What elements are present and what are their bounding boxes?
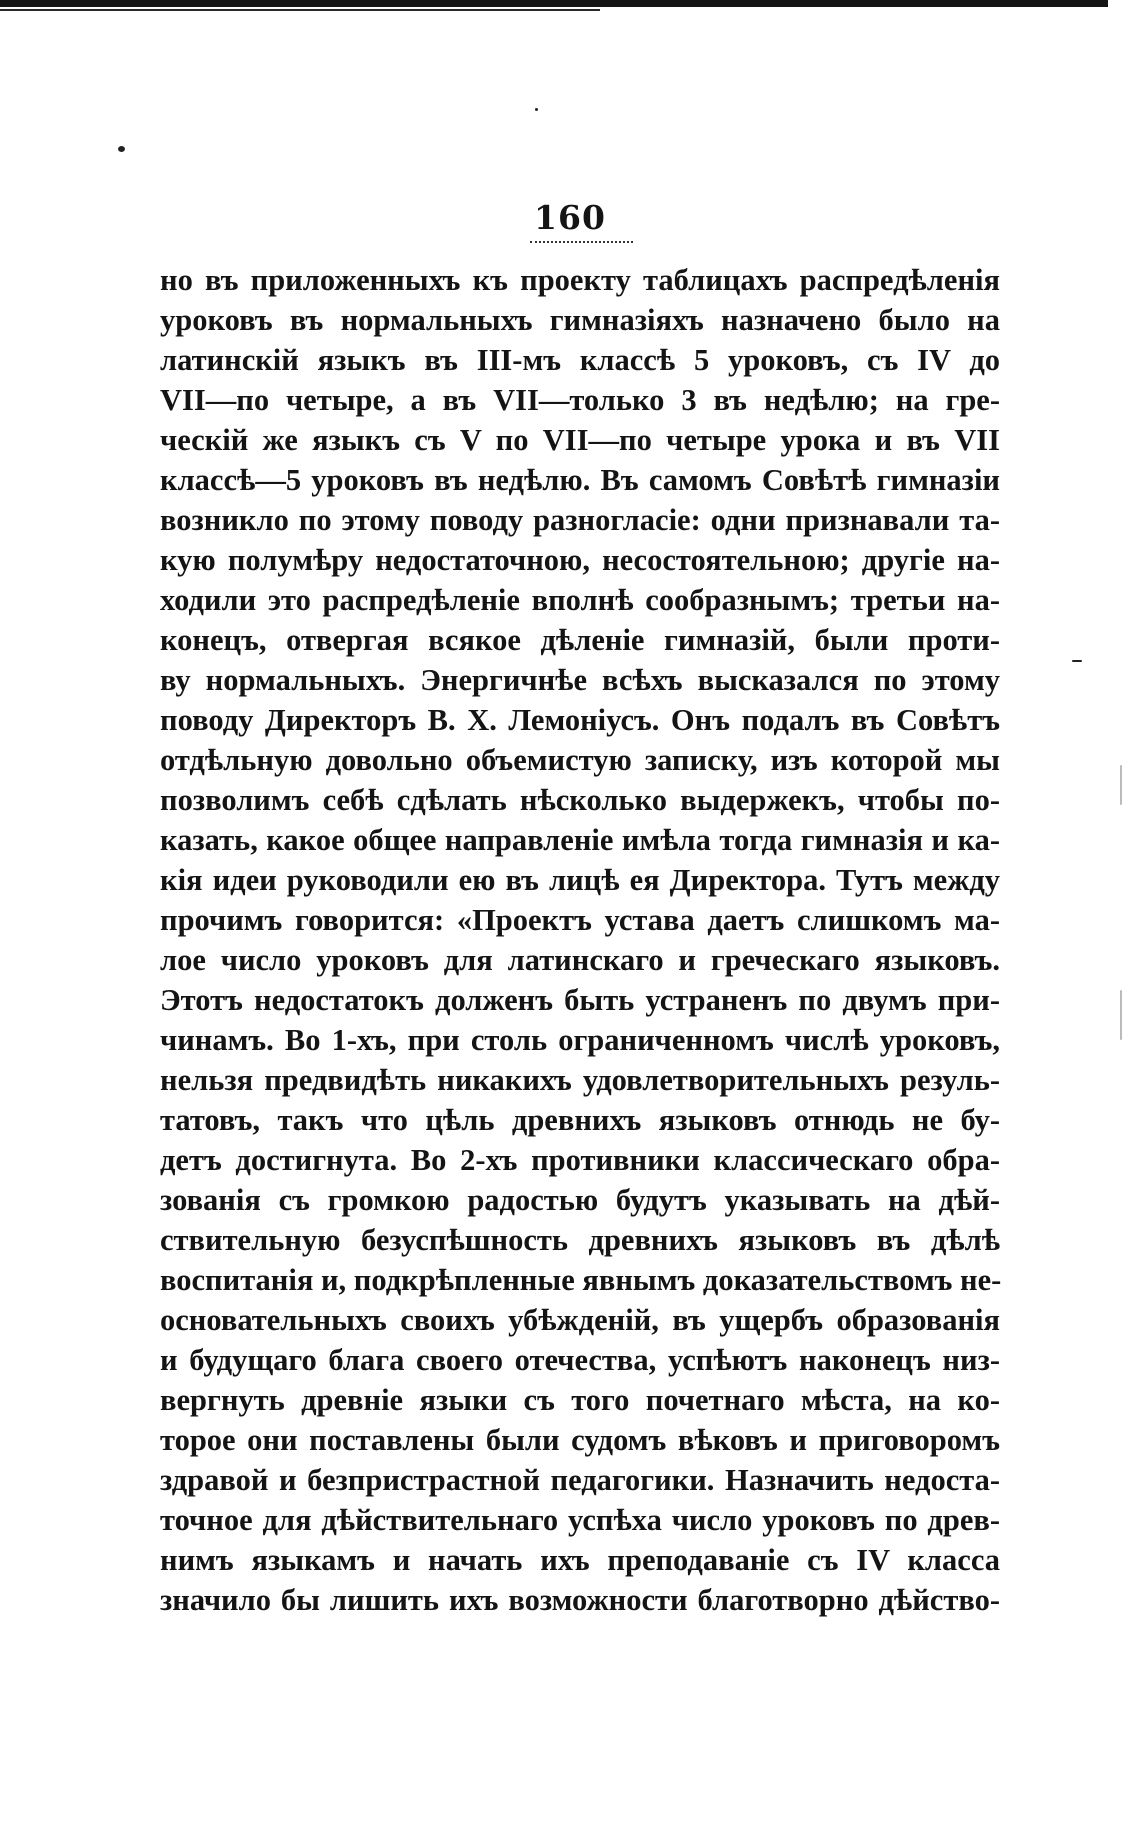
text-line: VII—по четыре, а въ VII—только 3 въ недѣлю; на гре- [160, 383, 1000, 417]
text-line: ву нормальныхъ. Энергичнѣе всѣхъ высказался по этому [160, 663, 1000, 697]
scan-speck [535, 108, 538, 111]
text-line: воспитанія и, подкрѣпленные явнымъ доказательствомъ не- [160, 1263, 1002, 1297]
scan-speck [1120, 990, 1122, 1040]
text-line: значило бы лишить ихъ возможности благотворно дѣйство- [160, 1583, 1000, 1617]
page-number-underline [530, 241, 633, 243]
scan-speck [118, 146, 125, 152]
text-line: казать, какое общее направленіе имѣла тогда гимназія и ка- [160, 823, 1000, 857]
scan-speck [1120, 765, 1122, 805]
text-line: нимъ языкамъ и начать ихъ преподаваніе съ IV класса [160, 1543, 1000, 1577]
text-line: классѣ—5 уроковъ въ недѣлю. Въ самомъ Совѣтѣ гимназіи [160, 463, 1000, 497]
text-line: нельзя предвидѣть никакихъ удовлетворительныхъ резуль- [160, 1063, 1000, 1097]
text-line: конецъ, отвергая всякое дѣленіе гимназій, были проти- [160, 623, 1000, 657]
scan-speck [1072, 660, 1082, 662]
text-line: ходили это распредѣленіе вполнѣ сообразнымъ; третьи на- [160, 583, 1000, 617]
text-line: ствительную безуспѣшность древнихъ языковъ въ дѣлѣ [160, 1223, 1000, 1257]
text-line: зованія съ громкою радостью будутъ указывать на дѣй- [160, 1183, 1000, 1217]
text-line: чинамъ. Во 1-хъ, при столь ограниченномъ числѣ уроковъ, [160, 1023, 1000, 1057]
text-line: вергнуть древніе языки съ того почетнаго мѣста, на ко- [160, 1383, 1000, 1417]
text-line: прочимъ говорится: «Проектъ устава даетъ слишкомъ ма- [160, 903, 1000, 937]
top-border-rule [0, 0, 1108, 7]
page-number: 160 [534, 198, 606, 237]
page-body-text [160, 260, 1000, 1620]
top-border-rule-thin [0, 9, 600, 11]
text-line: здравой и безпристрастной педагогики. Назначить недоста- [160, 1463, 1000, 1497]
text-line: уроковъ въ нормальныхъ гимназіяхъ назначено было на [160, 303, 1000, 337]
text-line: ческій же языкъ съ V по VII—по четыре урока и въ VII [160, 423, 1000, 457]
text-line: кую полумѣру недостаточною, несостоятельною; другіе на- [160, 543, 1000, 577]
text-line: возникло по этому поводу разногласіе: одни признавали та- [160, 503, 1000, 537]
text-line: лое число уроковъ для латинскаго и греческаго языковъ. [160, 943, 1000, 977]
text-line: детъ достигнута. Во 2-хъ противники классическаго обра- [160, 1143, 1000, 1177]
text-line: поводу Директоръ В. Х. Лемоніусъ. Онъ подалъ въ Совѣтъ [160, 703, 1000, 737]
text-line: отдѣльную довольно объемистую записку, изъ которой мы [160, 743, 1000, 777]
text-line: торое они поставлены были судомъ вѣковъ и приговоромъ [160, 1423, 1000, 1457]
text-line: позволимъ себѣ сдѣлать нѣсколько выдержекъ, чтобы по- [160, 783, 1000, 817]
text-line: и будущаго блага своего отечества, успѣютъ наконецъ низ- [160, 1343, 1000, 1377]
text-line: основательныхъ своихъ убѣжденій, въ ущербъ образованія [160, 1303, 1000, 1337]
text-line: но въ приложенныхъ къ проекту таблицахъ распредѣленія [160, 263, 1000, 297]
text-line: Этотъ недостатокъ долженъ быть устраненъ по двумъ при- [160, 983, 1000, 1017]
text-line: кія идеи руководили ею въ лицѣ ея Директора. Тутъ между [160, 863, 1000, 897]
text-line: точное для дѣйствительнаго успѣха число уроковъ по древ- [160, 1503, 1000, 1537]
text-line: татовъ, такъ что цѣль древнихъ языковъ отнюдь не бу- [160, 1103, 1000, 1137]
text-line: латинскій языкъ въ III-мъ классѣ 5 уроковъ, съ IV до [160, 343, 1000, 377]
